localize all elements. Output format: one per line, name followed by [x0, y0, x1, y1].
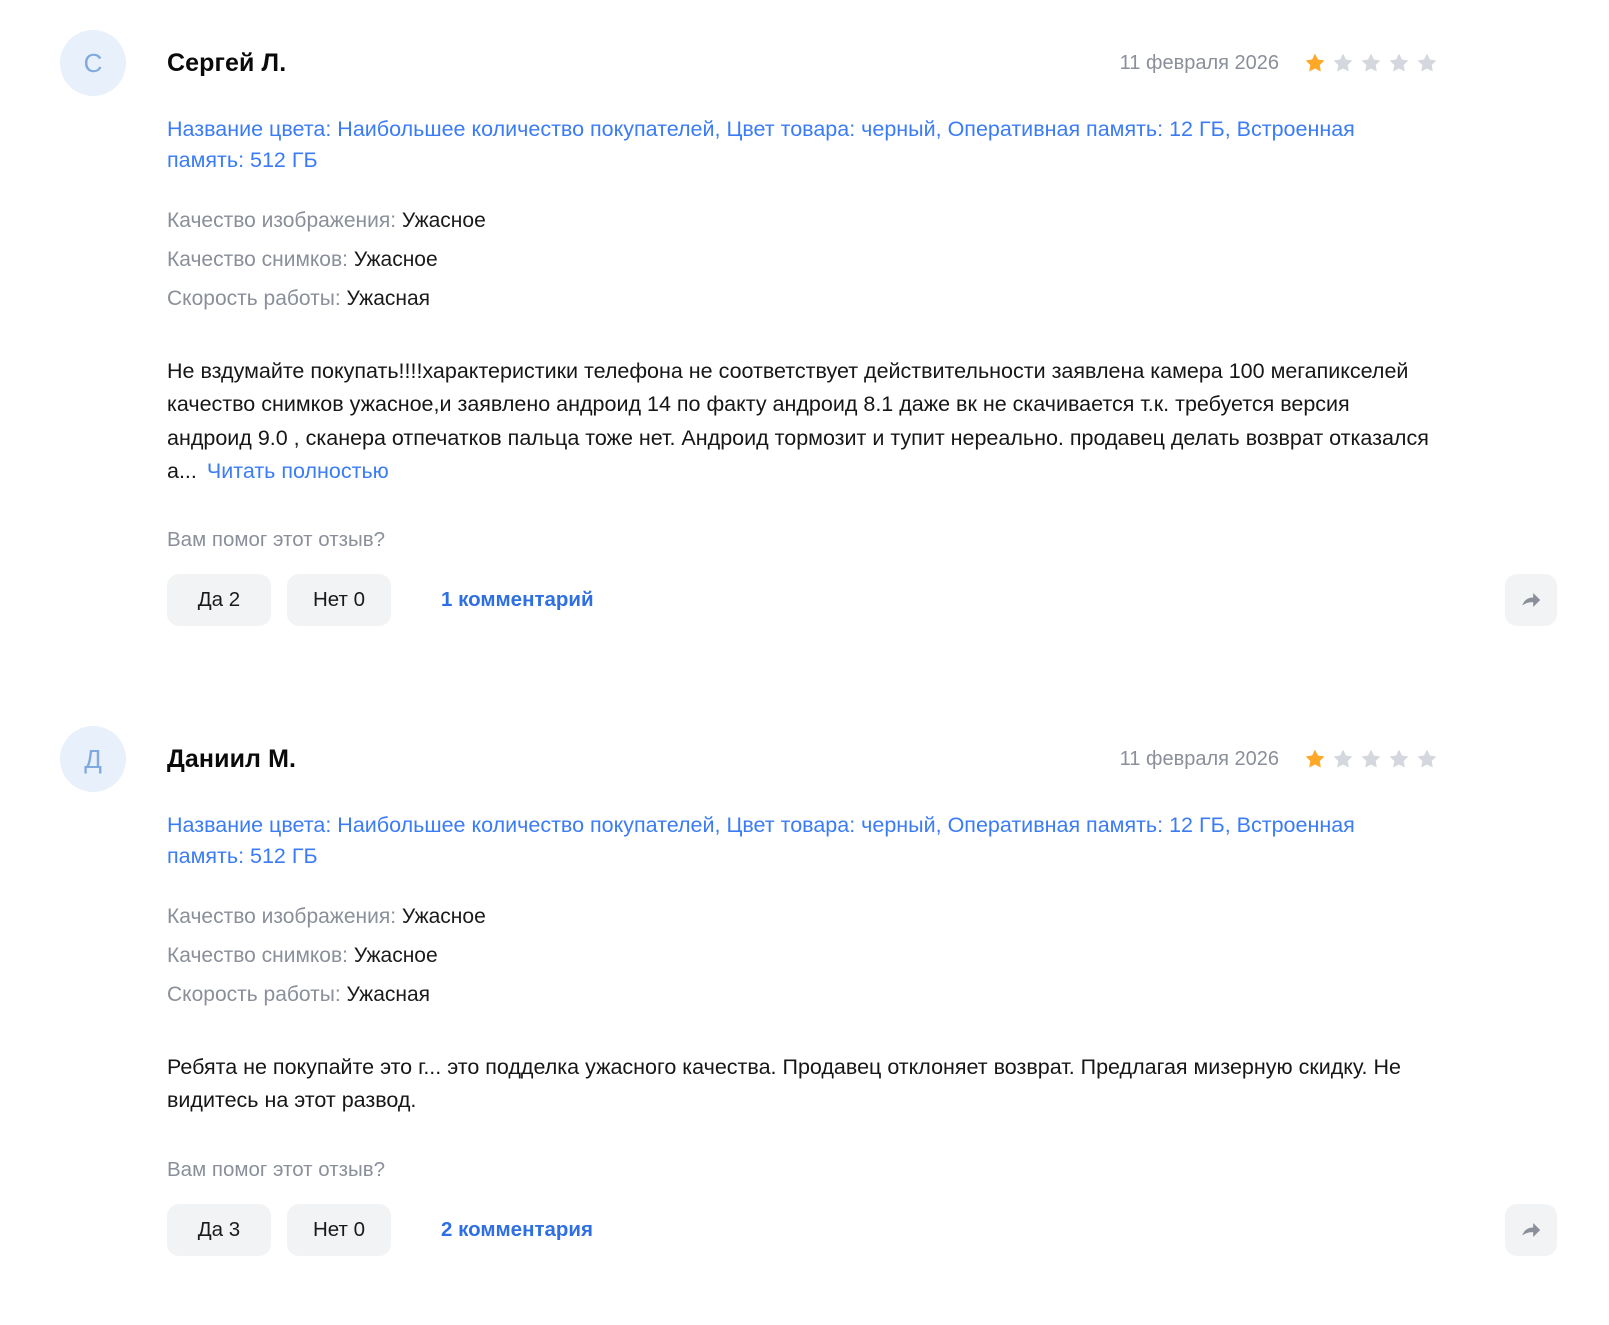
review-attribute	[167, 976, 1439, 1015]
review-attribute-value: Ужасная	[346, 983, 431, 1007]
review-attribute-value: Ужасное	[353, 944, 438, 968]
review-meta	[1120, 747, 1439, 771]
review-attribute-key: Качество изображения:	[167, 209, 397, 233]
review-meta	[1120, 51, 1439, 75]
product-variant-link[interactable]: Название цвета: Наибольшее количество покупателей, Цвет товара: черный, Оперативная память: 12 ГБ, Встроенная память: 512 ГБ	[167, 813, 1355, 869]
review-header	[60, 726, 1439, 792]
review-attribute-key: Скорость работы:	[167, 983, 341, 1007]
review-attributes	[167, 202, 1439, 319]
review-actions	[167, 1204, 1439, 1256]
helpful-no-button[interactable]: Нет 0	[287, 1204, 391, 1256]
helpful-no-button[interactable]: Нет 0	[287, 574, 391, 626]
read-more-link[interactable]: Читать полностью	[206, 458, 389, 483]
review-attribute-key: Качество снимков:	[167, 944, 348, 968]
star-3	[1359, 51, 1383, 75]
review-attribute-key: Качество снимков:	[167, 248, 348, 272]
review-actions	[167, 574, 1439, 626]
review-author: Даниил М.	[167, 744, 297, 773]
review-attribute-value: Ужасное	[353, 248, 438, 272]
star-3	[1359, 747, 1383, 771]
review-attribute-value: Ужасное	[401, 905, 486, 929]
review-date: 11 февраля 2026	[1119, 51, 1279, 74]
review-text	[167, 1051, 1439, 1118]
review-attribute-value: Ужасное	[401, 209, 486, 233]
review-attribute	[167, 280, 1439, 319]
review-header	[60, 30, 1439, 96]
star-4	[1387, 51, 1411, 75]
helpful-question: Вам помог этот отзыв?	[167, 528, 386, 552]
review-attribute	[167, 202, 1439, 241]
star-1	[1303, 51, 1327, 75]
review-date: 11 февраля 2026	[1119, 747, 1279, 770]
review-attribute	[167, 898, 1439, 937]
review-text-content: Ребята не покупайте это г... это подделка ужасного качества. Продавец отклоняет возврат. Предлагая мизерную скидку. Не видитесь на этот развод.	[167, 1055, 1401, 1113]
review-attribute-key: Скорость работы:	[167, 287, 341, 311]
helpful-question: Вам помог этот отзыв?	[167, 1157, 386, 1181]
product-variant-link[interactable]: Название цвета: Наибольшее количество покупателей, Цвет товара: черный, Оперативная память: 12 ГБ, Встроенная память: 512 ГБ	[167, 117, 1355, 173]
review-item	[0, 726, 1609, 1256]
review-attribute	[167, 241, 1439, 280]
review-body	[60, 114, 1439, 626]
comments-link[interactable]: 1 комментарий	[441, 588, 594, 612]
star-5	[1415, 51, 1439, 75]
rating-stars	[1303, 747, 1439, 771]
review-attribute-key: Качество изображения:	[167, 905, 397, 929]
star-2	[1331, 51, 1355, 75]
star-5	[1415, 747, 1439, 771]
star-1	[1303, 747, 1327, 771]
avatar: С	[60, 30, 126, 96]
review-attributes	[167, 898, 1439, 1015]
review-author: Сергей Л.	[167, 48, 287, 77]
share-icon[interactable]	[1505, 1204, 1557, 1256]
review-text	[167, 355, 1439, 488]
helpful-yes-button[interactable]: Да 3	[167, 1204, 271, 1256]
avatar: Д	[60, 726, 126, 792]
review-body	[60, 810, 1439, 1256]
review-text-content: Не вздумайте покупать!!!!характеристики телефона не соответствует действительности заявлена камера 100 мегапикселей качество снимков ужасное,и заявлено андроид 14 по факту андроид 8.1 даже вк не скачивается т.к. требуется версия андроид 9.0 , сканера отпечатков пальца тоже нет. Андроид тормозит и тупит нереально. продавец делать возврат отказался а...	[167, 358, 1429, 483]
share-icon[interactable]	[1505, 574, 1557, 626]
comments-link[interactable]: 2 комментария	[441, 1217, 593, 1241]
review-attribute-value: Ужасная	[346, 287, 431, 311]
star-2	[1331, 747, 1355, 771]
helpful-yes-button[interactable]: Да 2	[167, 574, 271, 626]
review-item	[0, 30, 1609, 626]
rating-stars	[1303, 51, 1439, 75]
star-4	[1387, 747, 1411, 771]
review-attribute	[167, 937, 1439, 976]
